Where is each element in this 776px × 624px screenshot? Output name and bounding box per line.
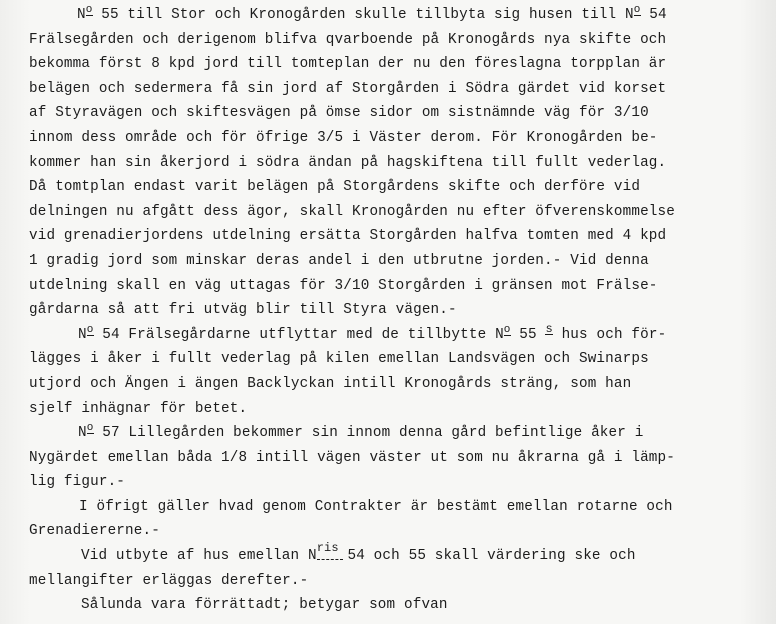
text-line: delningen nu afgått dess ägor, skall Kronogården nu efter öfverenskommelse (29, 203, 675, 220)
text-line: sjelf inhägnar för betet. (29, 400, 248, 417)
plural-suffix: s (545, 321, 553, 336)
text-line: utjord och Ängen i ängen Backlyckan intill Kronogårds sträng, som han (29, 375, 632, 392)
number-sign: No (625, 4, 641, 23)
text-line: bekomma först 8 kpd jord till tomteplan der nu den föreslagna torpplan är (29, 56, 667, 73)
number-sign: No (77, 4, 93, 23)
text-line: I öfrigt gäller hvad genom Contrakter är bestämt emellan rotarne och (79, 498, 673, 515)
text-line: vid grenadierjordens utdelning ersätta Storgården halfva tomten med 4 kpd (29, 228, 667, 245)
text-line: Grenadiererne.- (29, 523, 160, 540)
text-line: mellangifter erläggas derefter.- (29, 572, 309, 589)
text-line: af Styravägen och skiftesvägen på ömse sidor om sistnämnde väg för 3/10 (29, 105, 649, 122)
text-line: No 55 till Stor och Kronogården skulle tillbyta sig husen till No 54 (29, 3, 774, 28)
text-line: Nygärdet emellan båda 1/8 intill vägen väster ut som nu åkrarna gå i lämp- (29, 449, 675, 466)
document-body (29, 3, 774, 618)
number-sign: No (495, 323, 511, 343)
text-line: Frälsegården och derigenom blifva qvarboende på Kronogårds nya skifte och (29, 31, 667, 48)
text-line: innom dess område och för öfrige 3/5 i Väster derom. För Kronogården be- (29, 129, 658, 146)
text-line: utdelning skall en väg uttagas för 3/10 Storgården i gränsen mot Frälse- (29, 277, 658, 294)
text-line: lig figur.- (29, 474, 126, 491)
text-line: No 54 Frälsegårdarne utflyttar med de tillbytte No 55 s hus och för- (29, 323, 774, 348)
text-line: No 57 Lillegården bekommer sin innom denna gård befintlige åker i (29, 421, 774, 446)
number-sign: No (78, 323, 94, 343)
text-line: 1 gradig jord som minskar deras andel i den utbrutne jorden.- Vid denna (29, 252, 649, 269)
text-line: Då tomtplan endast varit belägen på Storgårdens skifte och derföre vid (29, 179, 641, 196)
text-line: lägges i åker i fullt vederlag på kilen emellan Landsvägen och Swinarps (29, 351, 649, 368)
number-sign-plural: Nris (308, 544, 339, 569)
text-line: kommer han sin åkerjord i södra ändan på hagskiftena till fullt vederlag. (29, 154, 667, 171)
text-line: gårdarna så att fri utväg blir till Styra vägen.- (29, 302, 457, 319)
text-line: belägen och sedermera få sin jord af Storgården i Södra gärdet vid korset (29, 80, 667, 97)
text-line: Sålunda vara förrättadt; betygar som ofvan (81, 597, 448, 614)
number-sign: No (78, 422, 94, 442)
text-line: Vid utbyte af hus emellan Nris 54 och 55 skall värdering ske och (29, 544, 774, 569)
